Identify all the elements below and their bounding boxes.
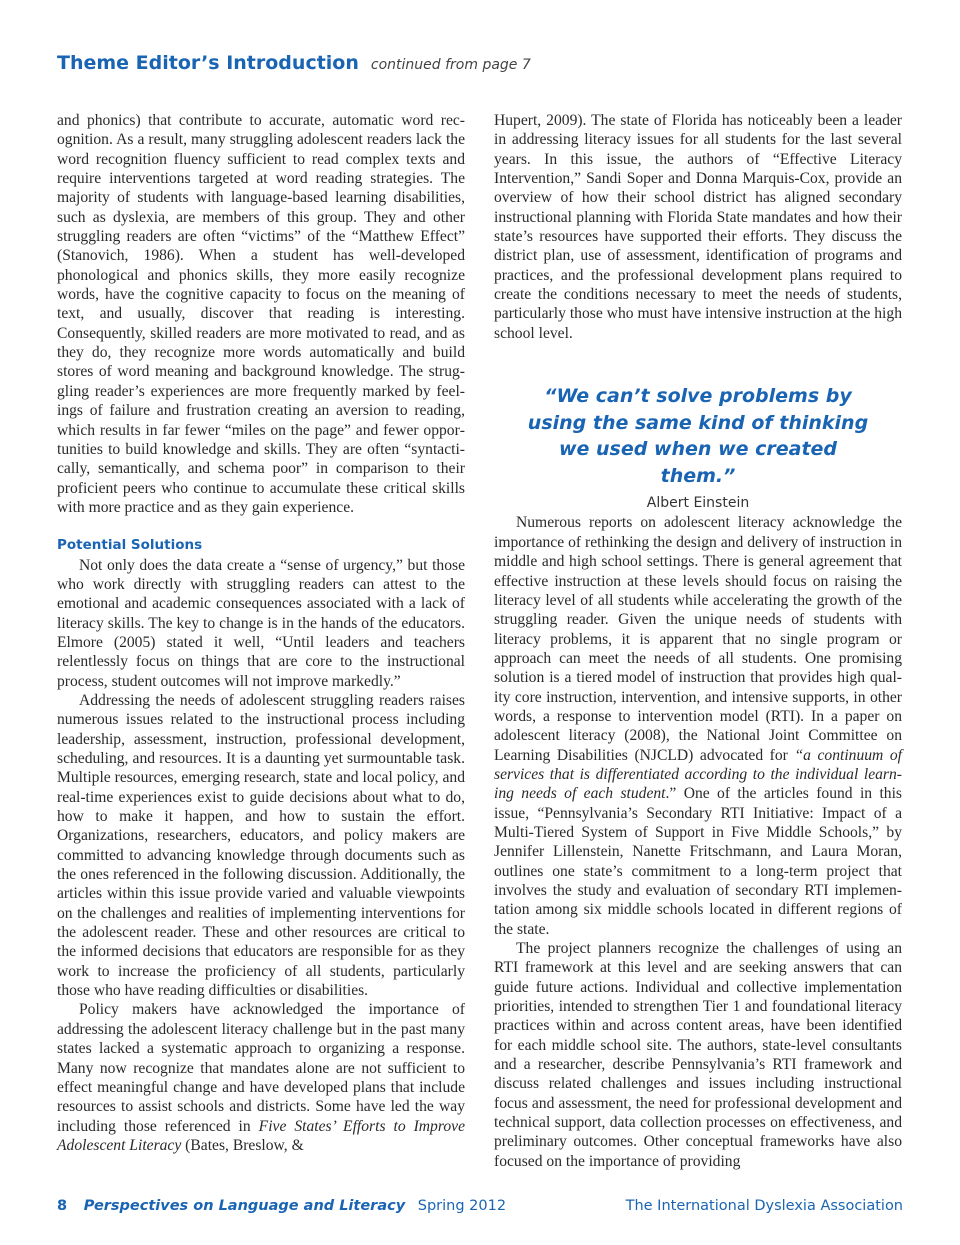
left-paragraph-4-citation: Five States’ Efforts to Improve Adolescent Literacy — [57, 1117, 465, 1154]
right-paragraph-2-quote: “a continuum of services that is differentiated according to the individual learning needs of each student — [494, 746, 902, 803]
left-paragraph-2: Not only does the data create a “sense of urgency,” but those who work directly with struggling readers can attest to the emotional and academic consequences associated with a lack of literacy skills. The key to change is in the hands of the educators. Elmore (2005) stated it well, “Until leaders and teachers relentlessly focus on things that are core to the instructional process, student outcomes will not improve markedly.” — [57, 556, 465, 690]
left-column — [57, 111, 465, 1155]
left-paragraph-4-text: Policy makers have acknowledged the importance of addressing the adolescent literacy challenge but in the past many states lacked a systematic approach to organizing a response. Many now recognize that mandates alone are not sufficient to effect meaningful change and have developed plans that include resources to assist schools and districts. Some have led the way including those referenced in — [57, 1001, 465, 1135]
pull-quote-text: “We can’t solve problems by using the same kind of thinking we used when we created them.” — [527, 385, 869, 487]
organization-name: The International Dyslexia Association — [625, 1198, 903, 1214]
right-paragraph-2-text-end: .” One of the articles found in this issue, “Pennsylvania’s Secondary RTI Initiative: Impact of a Multi-Tiered System of Support in Five Middle Schools,” by Jennifer Lillenstein, Nanette Fritschmann, and Laura Moran, outlines one state’s commitment to a long-term project that involves the study and evaluation of secondary RTI implementation among six middle schools located in different regions of the state. — [494, 785, 902, 938]
subheading-potential-solutions: Potential Solutions — [57, 537, 203, 554]
page-footer — [57, 1198, 903, 1214]
page-number: 8 — [57, 1198, 68, 1214]
left-paragraph-1: and phonics) that contribute to accurate, automatic word recognition. As a result, many struggling adolescent readers lack the word recognition fluency sufficient to read complex texts and require interventions targeted at word reading strategies. The majority of students with language-based learning disabilities, such as dyslexia, are members of this group. They and other struggling readers are often “victims” of the “Matthew Effect” (Stanovich, 1986). When a student has well-developed phonological and phonics skills, they more easily recognize words, have the cognitive capacity to focus on the meaning of text, and usually, discover that reading is interesting. Consequently, skilled readers are more motivated to read, and as they do, they recognize more words automatically and build stores of word meaning and background knowledge. The struggling reader’s experiences are more frequently marked by feelings of failure and frustration creating an aversion to reading, which results in far fewer “miles on the page” and fewer opportunities to build knowledge and skills. They are often “syntactically, semantically, and schema poor” in comparison to their proficient peers who continue to accumulate these critical skills with more practice and as they gain experience. — [57, 112, 465, 516]
continued-note: continued from page 7 — [370, 57, 531, 73]
right-paragraph-3: The project planners recognize the challenges of using an RTI framework at this level and are seeking answers that can guide future actions. Individual and collective implementation priorities, intended to strengthen Tier 1 and foundational literacy practices within and across content areas, have been identified for each middle school site. The authors, state-level consultants and a researcher, describe Pennsylvania’s RTI framework and discuss related challenges and issues including instructional focus and assessment, the need for professional development and technical support, data collection processes on effectiveness, and preliminary outcomes. Other conceptual frameworks have also focused on the importance of providing — [494, 940, 902, 1170]
left-paragraph-4-text-end: (Bates, Breslow, & — [181, 1136, 304, 1154]
right-paragraph-2 — [494, 513, 902, 939]
journal-issue: Spring 2012 — [417, 1198, 507, 1214]
journal-name: Perspectives on Language and Literacy — [83, 1198, 406, 1214]
section-title: Theme Editor’s Introduction — [57, 52, 359, 74]
left-paragraph-3: Addressing the needs of adolescent struggling readers raises numerous issues related to the instructional process including leadership, assessment, instruction, professional development, scheduling, and resources. It is a daunting yet surmountable task. Multiple resources, emerging research, state and local policy, and real-time experiences exist to guide decisions about what to do, how to make it happen, and how to sustain the effort. Organizations, researchers, educators, and policy makers are committed to advancing knowledge through documents such as the ones referenced in the following discussion. Additionally, the articles within this issue provide varied and valuable viewpoints on the challenges and realities of implementing interventions for the adolescent reader. These and other resources are critical to the informed decisions that educators are responsible for as they work to increase the proficiency of all students, particularly those who have reading difficulties or disabilities. — [57, 691, 465, 1000]
page-header — [57, 52, 531, 74]
left-paragraph-4 — [57, 1000, 465, 1155]
right-paragraph-1: Hupert, 2009). The state of Florida has noticeably been a leader in addressing literacy issues for all students for the last several years. In this issue, the authors of “Effective Literacy Intervention,” Sandi Soper and Donna Marquis-Cox, provide an overview of how their school district has aligned secondary instructional planning with Florida State mandates and how their state’s resources have supported their efforts. They discuss the district plan, use of assessment, identification of programs and practices, and the professional development plans required to create the conditions necessary to meet the needs of students, particularly those who must have intensive instruction at the high school level. — [494, 112, 902, 342]
right-column — [494, 111, 902, 1171]
right-paragraph-2-text: Numerous reports on adolescent literacy acknowledge the importance of rethinking the design and delivery of instruction in middle and high school settings. There is general agreement that effective instruction at these levels should focus on raising the literacy level of all students while accelerating the growth of the struggling reader. Given the unique needs of students with literacy problems, it is apparent that no single program or approach can meet the needs of all students. One promising solution is a tiered model of instruction that provides high quality core instruction, intervention, and intensive supports, in other words, a response to intervention model (RTI). In a paper on adolescent literacy (2008), the National Joint Committee on Learning Disabilities (NJCLD) advocated for — [494, 514, 902, 764]
pull-quote-author: Albert Einstein — [646, 495, 750, 512]
pull-quote — [494, 383, 902, 513]
